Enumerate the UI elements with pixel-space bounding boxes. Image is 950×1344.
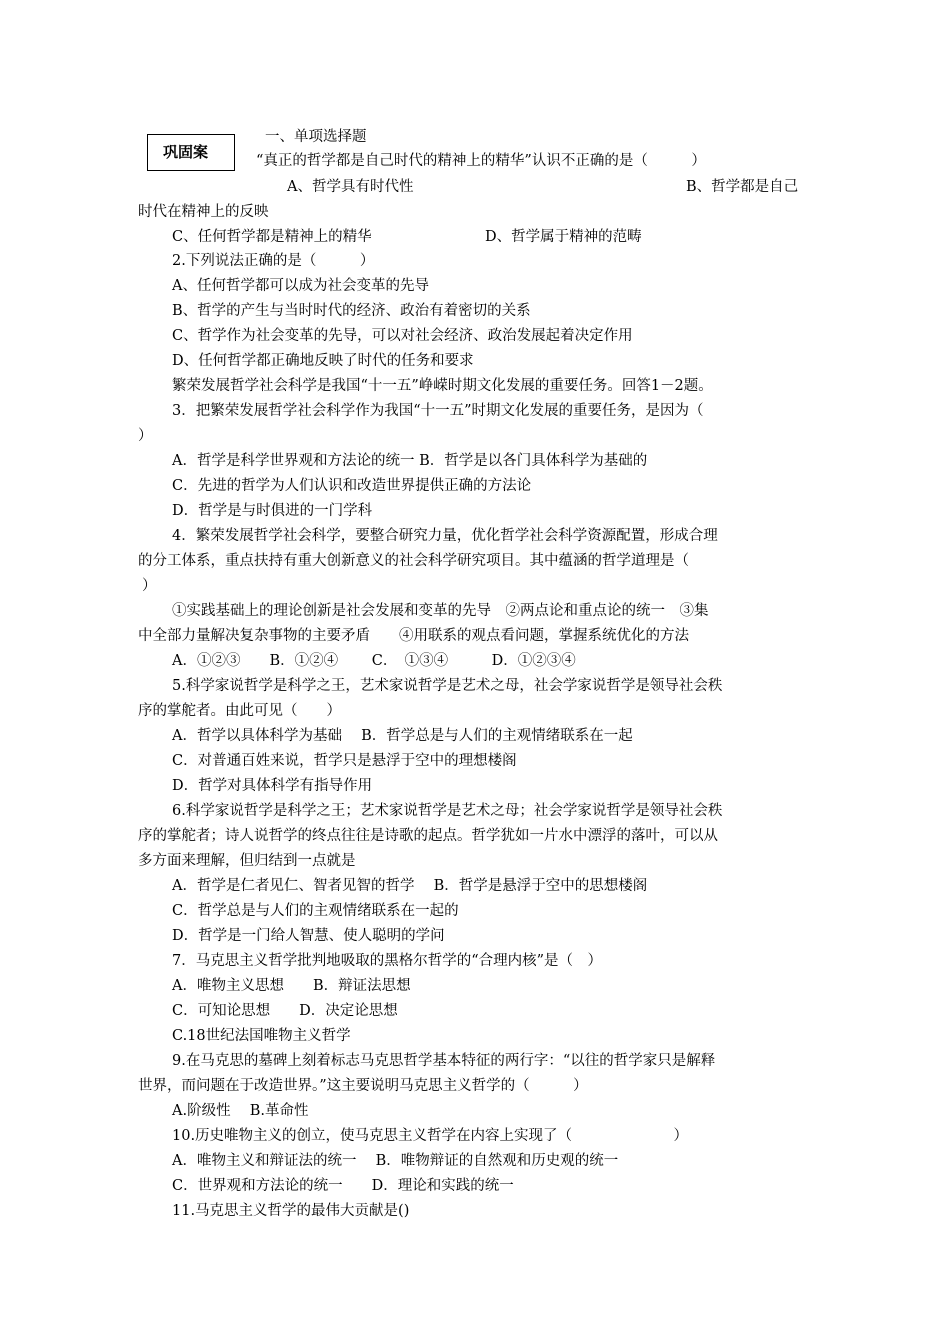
- text-line: A．①②③ B．①②④ C． ①③④ D．①②③④: [172, 653, 576, 669]
- text-line: 11.马克思主义哲学的最伟大贡献是(): [172, 1203, 410, 1219]
- text-line: A．哲学是仁者见仁、智者见智的哲学 B．哲学是悬浮于空中的思想楼阁: [172, 878, 648, 894]
- text-line: A．哲学以具体科学为基础 B．哲学总是与人们的主观情绪联系在一起: [172, 728, 633, 744]
- text-line: D、任何哲学都正确地反映了时代的任务和要求: [172, 353, 474, 369]
- text-line: C．世界观和方法论的统一 D．理论和实践的统一: [172, 1178, 514, 1194]
- text-line: A．哲学是科学世界观和方法论的统一 B．哲学是以各门具体科学为基础的: [172, 453, 648, 469]
- text-line: 中全部力量解决复杂事物的主要矛盾 ④用联系的观点看问题，掌握系统优化的方法: [138, 628, 689, 644]
- text-line: A、哲学具有时代性: [287, 179, 414, 195]
- text-line: 6.科学家说哲学是科学之王；艺术家说哲学是艺术之母；社会学家说哲学是领导社会秩: [172, 803, 723, 819]
- text-line: 2.下列说法正确的是（ ）: [172, 253, 375, 269]
- section-badge: 巩固案: [147, 134, 235, 171]
- text-line: 4．繁荣发展哲学社会科学，要整合研究力量，优化哲学社会科学资源配置，形成合理: [172, 528, 718, 544]
- text-line: C．先进的哲学为人们认识和改造世界提供正确的方法论: [172, 478, 532, 494]
- text-line: A.阶级性 B.革命性: [172, 1103, 309, 1119]
- text-line: 序的掌舵者；诗人说哲学的终点往往是诗歌的起点。哲学犹如一片水中漂浮的落叶，可以从: [138, 828, 718, 844]
- text-line: A、任何哲学都可以成为社会变革的先导: [172, 278, 429, 294]
- text-line: D．哲学对具体科学有指导作用: [172, 778, 373, 794]
- text-line: “真正的哲学都是自己时代的精神上的精华”认识不正确的是（ ）: [256, 153, 706, 169]
- text-line: C．对普通百姓来说，哲学只是悬浮于空中的理想楼阁: [172, 753, 517, 769]
- text-line: 的分工体系，重点扶持有重大创新意义的社会科学研究项目。其中蕴涵的哲学道理是（: [138, 553, 689, 569]
- text-line: A．唯物主义思想 B．辩证法思想: [172, 978, 411, 994]
- text-line: C.18世纪法国唯物主义哲学: [172, 1028, 351, 1044]
- text-line: C、任何哲学都是精神上的精华: [172, 229, 372, 245]
- text-line: 多方面来理解，但归结到一点就是: [138, 853, 356, 869]
- text-line: A．唯物主义和辩证法的统一 B．唯物辩证的自然观和历史观的统一: [172, 1153, 619, 1169]
- text-line: ①实践基础上的理论创新是社会发展和变革的先导 ②两点论和重点论的统一 ③集: [172, 603, 709, 619]
- text-line: 序的掌舵者。由此可见（ ）: [138, 703, 341, 719]
- text-line: B、哲学都是自己: [686, 179, 799, 195]
- text-line: D、哲学属于精神的范畴: [485, 229, 642, 245]
- text-line: ）: [138, 428, 153, 444]
- text-line: 时代在精神上的反映: [138, 204, 269, 220]
- text-line: 繁荣发展哲学社会科学是我国“十一五”峥嵘时期文化发展的重要任务。回答1－2题。: [172, 378, 713, 394]
- text-line: 9.在马克思的墓碑上刻着标志马克思哲学基本特征的两行字：“以往的哲学家只是解释: [172, 1053, 716, 1069]
- text-line: 10.历史唯物主义的创立，使马克思主义哲学在内容上实现了（ ）: [172, 1128, 689, 1144]
- text-line: 7．马克思主义哲学批判地吸取的黑格尔哲学的“合理内核”是（ ）: [172, 953, 603, 969]
- text-line: 3．把繁荣发展哲学社会科学作为我国“十一五”时期文化发展的重要任务，是因为（: [172, 403, 704, 419]
- text-line: D．哲学是与时俱进的一门学科: [172, 503, 373, 519]
- text-line: 世界，而问题在于改造世界。”这主要说明马克思主义哲学的（ ）: [138, 1078, 588, 1094]
- text-line: ）: [142, 578, 157, 594]
- text-line: 5.科学家说哲学是科学之王，艺术家说哲学是艺术之母，社会学家说哲学是领导社会秩: [172, 678, 723, 694]
- text-line: 一、单项选择题: [265, 129, 367, 145]
- text-line: B、哲学的产生与当时时代的经济、政治有着密切的关系: [172, 303, 531, 319]
- text-line: C、哲学作为社会变革的先导，可以对社会经济、政治发展起着决定作用: [172, 328, 633, 344]
- text-line: D．哲学是一门给人智慧、使人聪明的学问: [172, 928, 445, 944]
- text-line: C．可知论思想 D．决定论思想: [172, 1003, 398, 1019]
- text-line: C．哲学总是与人们的主观情绪联系在一起的: [172, 903, 459, 919]
